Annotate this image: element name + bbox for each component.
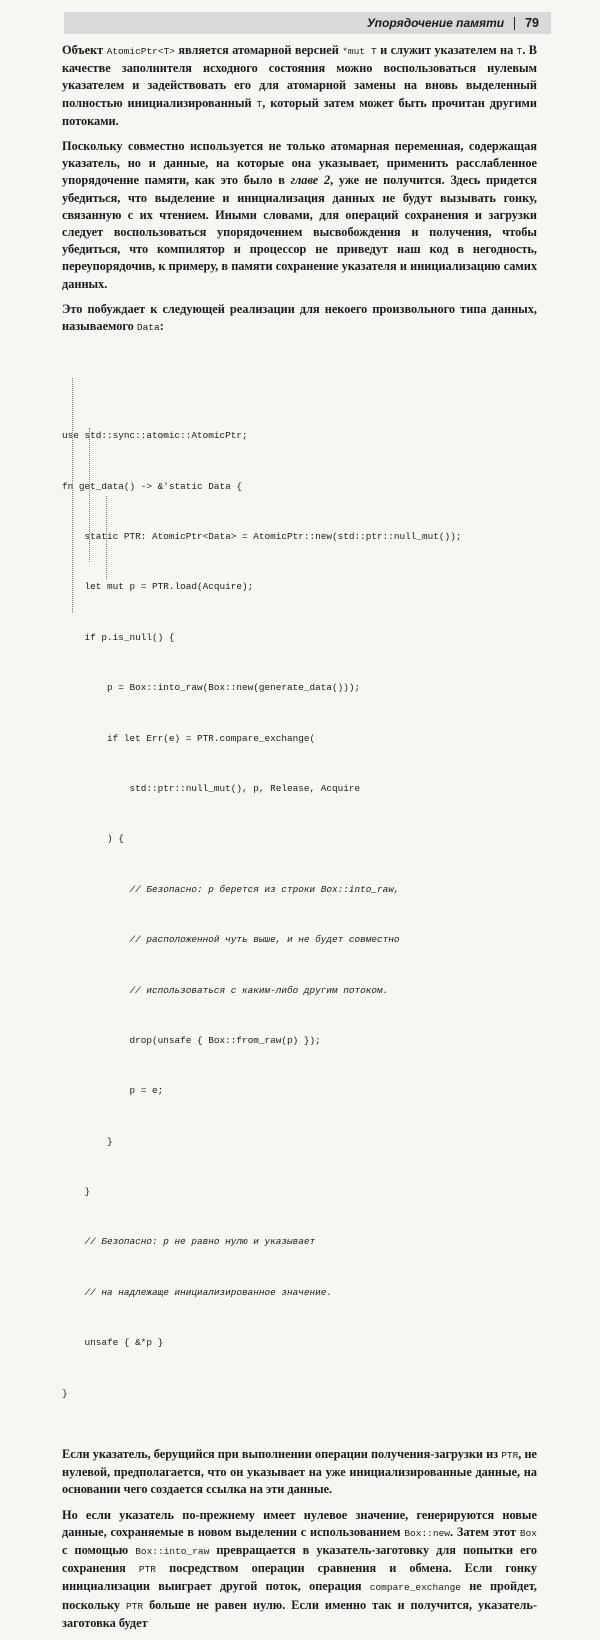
code-comment: // Безопасно: p не равно нулю и указывает bbox=[62, 1236, 316, 1248]
indent-guide bbox=[89, 428, 90, 562]
paragraph-ordering-rationale: Поскольку совместно используется не только атомарная переменная, содержащая указатель, но и данные, на которые она указывает, применить расслабленное упорядочение памяти, как это было в главе 2, уже не получится. Здесь придется убедиться, что выделение и инициализация данных не будут вызывать гонку, связанную с их чтением. Иными словами, для операций сохранения и загрузки следует воспользоваться упорядочением высвобождения и получения, чтобы убедиться, что компилятор и процессор не приведут наш код в негодность, переупорядочив, к примеру, в памяти сохранение указателя и инициализацию самих данных. bbox=[62, 139, 537, 291]
code-line: let mut p = PTR.load(Acquire); bbox=[62, 581, 254, 593]
paragraph-nonnull-case: Если указатель, берущийся при выполнении операции получения-загрузки из PTR, не нулевой, предполагается, что он указывает на уже инициализированные данные, на основании чего создается ссылка на эти данные. bbox=[62, 1447, 537, 1497]
code-line: static PTR: AtomicPtr<Data> = AtomicPtr::new(std::ptr::null_mut()); bbox=[62, 531, 462, 543]
paragraph-null-case: Но если указатель по-прежнему имеет нулевое значение, генерируются новые данные, сохраняемые в новом выделении с использованием Box::new. Затем этот Box с помощью Box::into_raw превращается в указатель-заготовку для попытки его сохранения PTR посредством операции сравнения и обмена. Если гонку инициализации выиграет другой поток, операция compare_exchange не пройдет, поскольку PTR больше не равен нулю. Если именно так и получится, указатель-заготовка будет bbox=[62, 1507, 538, 1630]
page-body bbox=[62, 42, 537, 1640]
code-line: p = e; bbox=[62, 1085, 164, 1097]
code-comment: // Безопасно: p берется из строки Box::into_raw, bbox=[62, 883, 400, 895]
running-header bbox=[64, 12, 551, 34]
code-line: drop(unsafe { Box::from_raw(p) }); bbox=[62, 1034, 321, 1046]
paragraph-atomicptr-intro: Объект AtomicPtr<T> является атомарной версией *mut T и служит указателем на T. В качестве заполнителя исходного состояния можно воспользоваться нулевым указателем и задействовать его для атомарной замены на вновь выделенный полностью инициализированный T, который затем может быть прочитан другими потоками. bbox=[62, 43, 537, 128]
code-line: } bbox=[62, 1135, 113, 1147]
code-line: } bbox=[62, 1186, 91, 1198]
chapter-title: Упорядочение памяти bbox=[366, 16, 505, 30]
code-line: ) { bbox=[62, 833, 124, 845]
page-number: 79 bbox=[525, 16, 539, 30]
code-line: p = Box::into_raw(Box::new(generate_data())); bbox=[62, 682, 361, 694]
code-comment: // расположенной чуть выше, и не будет совместно bbox=[62, 934, 400, 946]
paragraph-implementation-lead: Это побуждает к следующей реализации для некоего произвольного типа данных, называемого Data: bbox=[62, 301, 537, 334]
code-listing bbox=[62, 344, 537, 1436]
code-comment: // использоваться с каким-либо другим потоком. bbox=[62, 984, 389, 996]
code-line: } bbox=[62, 1387, 68, 1399]
code-line: if p.is_null() { bbox=[62, 631, 175, 643]
indent-guide bbox=[72, 378, 73, 613]
code-comment: // на надлежаще инициализированное значение. bbox=[62, 1286, 333, 1298]
code-line: use std::sync::atomic::AtomicPtr; bbox=[62, 430, 248, 442]
indent-guide bbox=[106, 496, 107, 579]
header-separator bbox=[514, 17, 515, 30]
code-line: std::ptr::null_mut(), p, Release, Acquire bbox=[62, 782, 361, 794]
code-line: fn get_data() -> &'static Data { bbox=[62, 480, 243, 492]
code-line: unsafe { &*p } bbox=[62, 1337, 164, 1349]
code-line: if let Err(e) = PTR.compare_exchange( bbox=[62, 732, 316, 744]
